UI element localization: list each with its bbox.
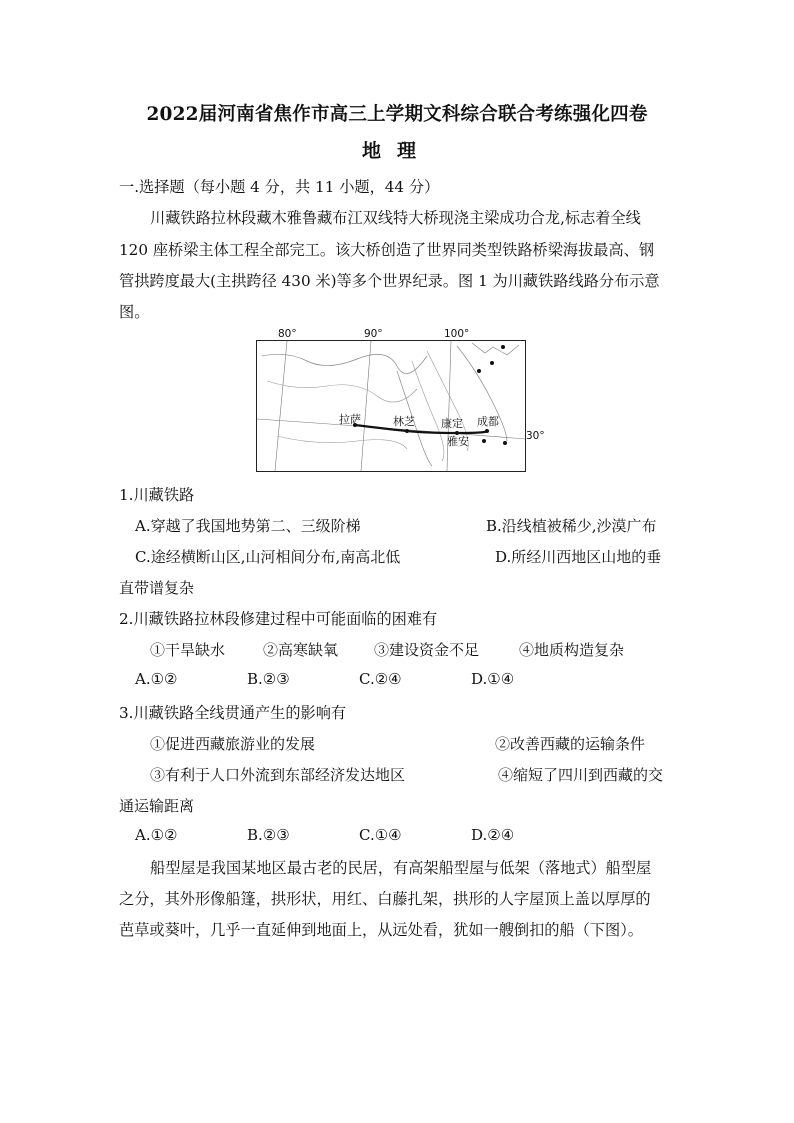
river-line	[267, 381, 417, 402]
question-2-item: ②高寒缺氧	[263, 641, 339, 659]
exam-title: 2022届河南省焦作市高三上学期文科综合联合考练强化四卷	[146, 104, 648, 125]
railway-line	[355, 425, 487, 433]
city-dot	[485, 429, 489, 433]
question-1-option-d[interactable]: D.所经川西地区山地的垂	[495, 548, 662, 566]
meridian-line	[361, 341, 371, 471]
longitude-label: 80°	[278, 328, 297, 340]
boundary-line	[262, 354, 427, 373]
question-3-option-b[interactable]: B.②③	[247, 826, 290, 844]
question-3-option-a[interactable]: A.①②	[135, 826, 178, 844]
intro-line: 图。	[119, 303, 150, 321]
question-2-item: ③建设资金不足	[374, 641, 480, 659]
question-1-option-a[interactable]: A.穿越了我国地势第二、三级阶梯	[135, 517, 361, 535]
intro-line: 管拱跨度最大(主拱跨径 430 米)等多个世界纪录。图 1 为川藏铁路线路分布示意	[119, 272, 660, 290]
longitude-label: 100°	[444, 328, 470, 340]
map-drawing	[257, 341, 525, 471]
city-dot	[501, 345, 505, 349]
question-1-option-b[interactable]: B.沿线植被稀少,沙漠广布	[486, 517, 657, 535]
question-3-item: ①促进西藏旅游业的发展	[150, 735, 316, 753]
question-3-item: ④缩短了四川到西藏的交	[498, 766, 664, 784]
city-dot	[477, 369, 481, 373]
meridian-line	[447, 341, 451, 471]
question-1-stem: 1.川藏铁路	[119, 486, 195, 504]
meridian-line	[275, 341, 287, 471]
city-label: 拉萨	[339, 413, 361, 426]
city-label: 林芝	[393, 415, 415, 428]
question-3-item-continued: 通运输距离	[119, 797, 195, 815]
city-dot	[482, 439, 486, 443]
subject-heading: 地理	[361, 140, 432, 162]
longitude-label: 90°	[364, 328, 383, 340]
city-label: 成都	[477, 415, 499, 428]
passage-line: 芭草或葵叶，几乎一直延伸到地面上，从远处看，犹如一艘倒扣的船（下图）。	[119, 921, 643, 939]
question-2-item: ④地质构造复杂	[519, 641, 625, 659]
question-2-option-c[interactable]: C.②④	[359, 670, 402, 688]
latitude-label: 30°	[526, 430, 545, 442]
question-2-option-a[interactable]: A.①②	[135, 670, 178, 688]
river-line	[412, 361, 444, 461]
boundary-line	[472, 343, 519, 355]
question-3-stem: 3.川藏铁路全线贯通产生的影响有	[119, 704, 347, 722]
passage-line: 之分，其外形像船篷，拱形状，用红、白藤扎架，拱形的人字屋顶上盖以厚厚的	[119, 890, 651, 908]
question-1-option-c[interactable]: C.途经横断山区,山河相间分布,南高北低	[135, 548, 401, 566]
question-2-option-b[interactable]: B.②③	[247, 670, 290, 688]
question-2-item: ①干旱缺水	[150, 641, 226, 659]
question-3-item: ③有利于人口外流到东部经济发达地区	[150, 766, 406, 784]
city-label: 康定	[441, 417, 463, 430]
passage-line: 船型屋是我国某地区最古老的民居，有高架船型屋与低架（落地式）船型屋	[150, 859, 652, 877]
sichuan-tibet-railway-map	[256, 340, 526, 472]
city-label: 雅安	[447, 435, 469, 448]
intro-line: 120 座桥梁主体工程全部完工。该大桥创造了世界同类型铁路桥梁海拔最高、钢	[119, 241, 655, 259]
question-2-stem: 2.川藏铁路拉林段修建过程中可能面临的困难有	[119, 610, 438, 628]
section-heading: 一.选择题（每小题 4 分，共 11 小题，44 分）	[119, 178, 440, 196]
city-dot	[405, 429, 409, 433]
question-2-option-d[interactable]: D.①④	[471, 670, 515, 688]
city-dot	[490, 361, 494, 365]
question-3-option-c[interactable]: C.①④	[359, 826, 402, 844]
question-3-option-d[interactable]: D.②④	[471, 826, 515, 844]
city-dot	[503, 441, 507, 445]
question-1-option-d-continued: 直带谱复杂	[119, 579, 195, 597]
question-3-item: ②改善西藏的运输条件	[495, 735, 646, 753]
river-line	[277, 436, 407, 449]
intro-line: 川藏铁路拉林段藏木雅鲁藏布江双线特大桥现浇主梁成功合龙,标志着全线	[150, 209, 641, 227]
